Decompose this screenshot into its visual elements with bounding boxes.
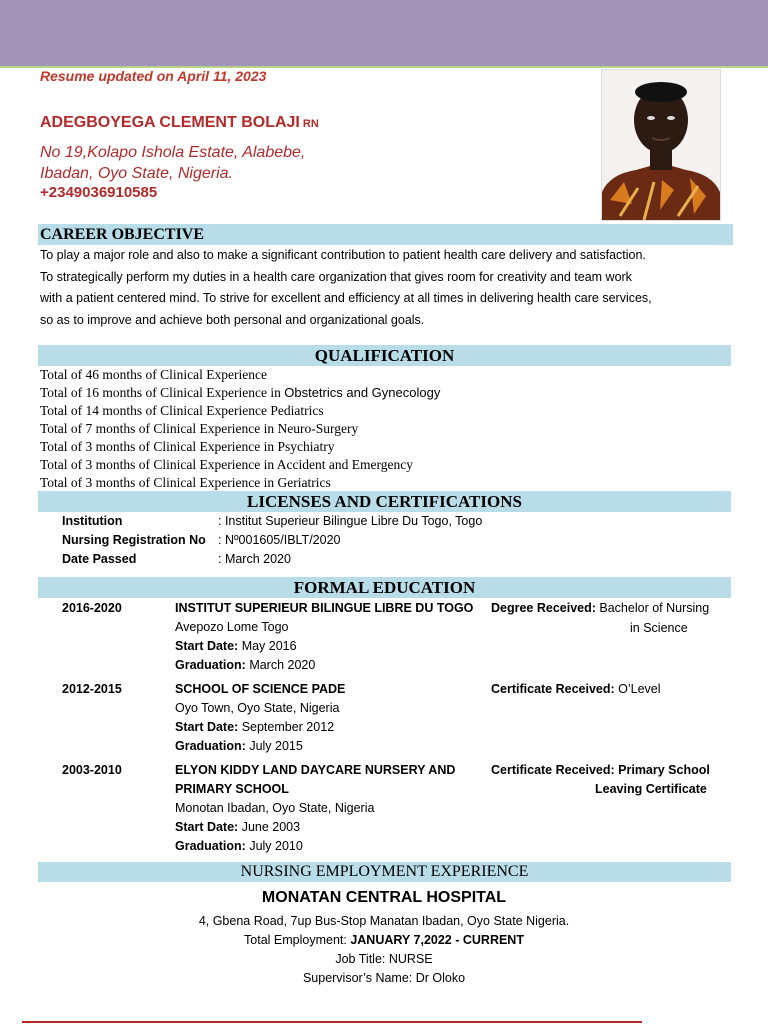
graduation-value: July 2015 [245, 739, 303, 753]
phone-number: +2349036910585 [40, 184, 158, 201]
license-label: Institution [62, 514, 123, 528]
qualification-list [40, 366, 440, 492]
address-line-1: No 19,Kolapo Ishola Estate, Alabebe, [40, 144, 306, 161]
school-location: Oyo Town, Oyo State, Nigeria [175, 701, 340, 715]
licenses-title: LICENSES AND CERTIFICATIONS [247, 492, 522, 511]
education-entry-2 [175, 680, 345, 756]
career-objective-title: CAREER OBJECTIVE [40, 226, 205, 243]
school-name-continued: PRIMARY SCHOOL [175, 782, 289, 796]
qualification-text: Total of 3 months of Clinical Experience in Geriatrics [40, 475, 331, 490]
total-employment [0, 931, 768, 950]
degree-value: Bachelor of Nursing [595, 601, 710, 615]
profile-photo [601, 69, 721, 221]
licenses-heading [38, 491, 731, 512]
name-text: ADEGBOYEGA CLEMENT BOLAJI [40, 114, 300, 131]
license-value: : March 2020 [218, 552, 291, 566]
qualification-text: Total of 14 months of Clinical Experience Pediatrics [40, 403, 324, 418]
education-years: 2016-2020 [62, 601, 122, 615]
employment-title: NURSING EMPLOYMENT EXPERIENCE [240, 863, 529, 880]
qualification-text: Total of 7 months of Clinical Experience in Neuro-Surgery [40, 421, 359, 436]
certificate-value-continued: Leaving Certificate [595, 782, 707, 796]
start-date [175, 637, 473, 656]
degree-label: Degree Received: [491, 601, 596, 615]
header-banner [0, 0, 768, 68]
address-line-2: Ibadan, Oyo State, Nigeria. [40, 165, 233, 182]
school-name: SCHOOL OF SCIENCE PADE [175, 682, 346, 696]
hospital-name: MONATAN CENTRAL HOSPITAL [261, 889, 507, 906]
license-label: Nursing Registration No [62, 533, 206, 547]
employment-heading [38, 862, 731, 882]
school-location: Monotan Ibadan, Oyo State, Nigeria [175, 801, 375, 815]
qualification-item [40, 420, 440, 438]
qualification-text: Total of 3 months of Clinical Experience in Accident and Emergency [40, 457, 413, 472]
start-value: September 2012 [238, 720, 335, 734]
qualification-heading [38, 345, 731, 366]
total-employment-value: JANUARY 7,2022 - CURRENT [350, 933, 524, 947]
person-portrait-icon [602, 70, 720, 220]
qualification-text: Total of 46 months of Clinical Experience [40, 367, 267, 382]
qualification-title: QUALIFICATION [314, 346, 455, 365]
school-name: INSTITUT SUPERIEUR BILINGUE LIBRE DU TOGO [175, 601, 474, 615]
degree-value-continued: in Science [630, 621, 688, 635]
footer-divider [22, 1021, 642, 1023]
qualification-item [40, 474, 440, 492]
degree-received [491, 599, 709, 618]
education-entry-3 [175, 761, 455, 856]
start-value: June 2003 [238, 820, 301, 834]
certificate-value: Primary School [614, 763, 710, 777]
education-heading [38, 577, 731, 598]
start-date [175, 718, 345, 737]
graduation-value: March 2020 [245, 658, 316, 672]
career-objective-text [40, 245, 740, 332]
certificate-received [491, 761, 710, 780]
graduation-date [175, 737, 345, 756]
job-title: Job Title: NURSE [335, 952, 433, 966]
qualification-text: Total of 16 months of Clinical Experience in [40, 385, 285, 400]
qualification-item [40, 402, 440, 420]
license-value: : Nº001605/IBLT/2020 [218, 533, 341, 547]
start-value: May 2016 [238, 639, 297, 653]
graduation-label: Graduation: [175, 658, 246, 672]
qualification-specialty: Obstetrics and Gynecology [284, 385, 441, 400]
graduation-value: July 2010 [245, 839, 303, 853]
certificate-label: Certificate Received: [491, 682, 615, 696]
qualification-item [40, 384, 440, 402]
graduation-date [175, 656, 473, 675]
supervisor-name: Supervisor’s Name: Dr Oloko [302, 971, 466, 985]
start-label: Start Date: [175, 820, 239, 834]
graduation-label: Graduation: [175, 739, 246, 753]
hospital-address: 4, Gbena Road, 7up Bus-Stop Manatan Ibadan, Oyo State Nigeria. [198, 914, 570, 928]
license-label: Date Passed [62, 552, 137, 566]
address [40, 142, 305, 184]
education-years: 2012-2015 [62, 682, 122, 696]
career-line: To play a major role and also to make a significant contribution to patient health care delivery and satisfaction. [40, 248, 646, 262]
certificate-value: O’Level [614, 682, 661, 696]
graduation-date [175, 837, 455, 856]
education-entry-1 [175, 599, 473, 675]
career-objective-heading [38, 224, 733, 245]
qualification-item [40, 366, 440, 384]
graduation-label: Graduation: [175, 839, 246, 853]
career-line: To strategically perform my duties in a health care organization that gives room for creativity and team work [40, 269, 632, 284]
school-name: ELYON KIDDY LAND DAYCARE NURSERY AND [175, 763, 456, 777]
start-label: Start Date: [175, 720, 239, 734]
certificate-label: Certificate Received: [491, 763, 615, 777]
start-label: Start Date: [175, 639, 239, 653]
school-location: Avepozo Lome Togo [175, 620, 289, 634]
license-value: : Institut Superieur Bilingue Libre Du Togo, Togo [218, 514, 483, 528]
total-employment-label: Total Employment: [244, 933, 351, 947]
qualification-text: Total of 3 months of Clinical Experience in Psychiatry [40, 439, 335, 454]
candidate-name [40, 114, 319, 132]
certificate-received [491, 680, 661, 699]
start-date [175, 818, 455, 837]
name-suffix: RN [302, 118, 319, 130]
resume-updated-date: Resume updated on April 11, 2023 [40, 68, 267, 84]
qualification-item [40, 456, 440, 474]
education-years: 2003-2010 [62, 763, 122, 777]
career-line: with a patient centered mind. To strive for excellent and efficiency at all times in delivering health care services, [40, 291, 652, 306]
qualification-item [40, 438, 440, 456]
education-title: FORMAL EDUCATION [293, 578, 476, 597]
career-line: so as to improve and achieve both personal and organizational goals. [40, 313, 425, 328]
